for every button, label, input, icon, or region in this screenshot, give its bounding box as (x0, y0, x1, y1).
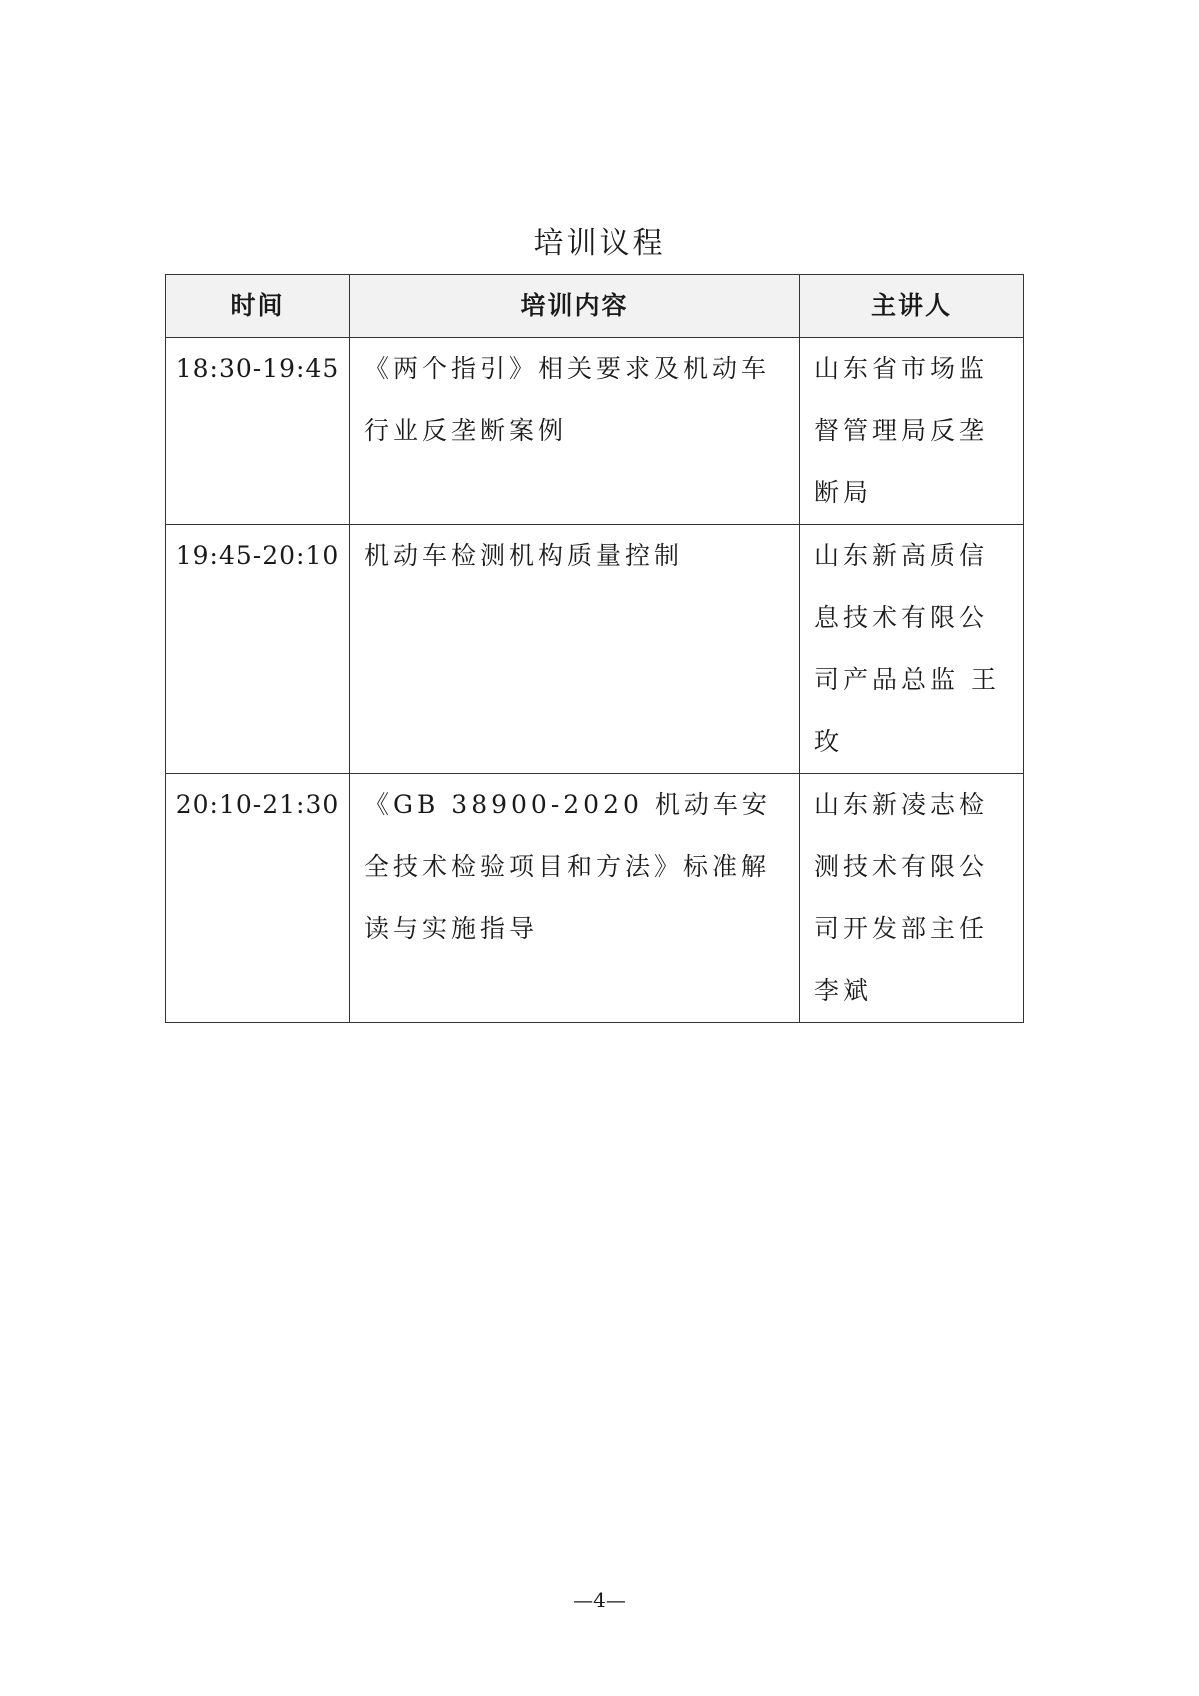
row-time: 18:30-19:45 (166, 338, 350, 525)
agenda-table (165, 274, 1024, 1023)
document-title: 培训议程 (533, 226, 666, 261)
header-speaker: 主讲人 (800, 275, 1024, 338)
header-row (166, 275, 1024, 338)
row-content: 机动车检测机构质量控制 (350, 525, 800, 774)
table-row (166, 774, 1024, 1023)
page-number: —4— (573, 1588, 626, 1612)
row-speaker: 山东省市场监督管理局反垄断局 (800, 338, 1024, 525)
row-speaker: 山东新高质信息技术有限公司产品总监 王玫 (800, 525, 1024, 774)
table-row (166, 338, 1024, 525)
row-content: 《GB 38900-2020 机动车安全技术检验项目和方法》标准解读与实施指导 (350, 774, 800, 1023)
table-header (166, 275, 1024, 338)
header-time: 时间 (166, 275, 350, 338)
table-body (166, 338, 1024, 1023)
table-row (166, 525, 1024, 774)
row-time: 20:10-21:30 (166, 774, 350, 1023)
row-content: 《两个指引》相关要求及机动车行业反垄断案例 (350, 338, 800, 525)
row-time: 19:45-20:10 (166, 525, 350, 774)
header-content: 培训内容 (350, 275, 800, 338)
row-speaker: 山东新凌志检测技术有限公司开发部主任 李斌 (800, 774, 1024, 1023)
